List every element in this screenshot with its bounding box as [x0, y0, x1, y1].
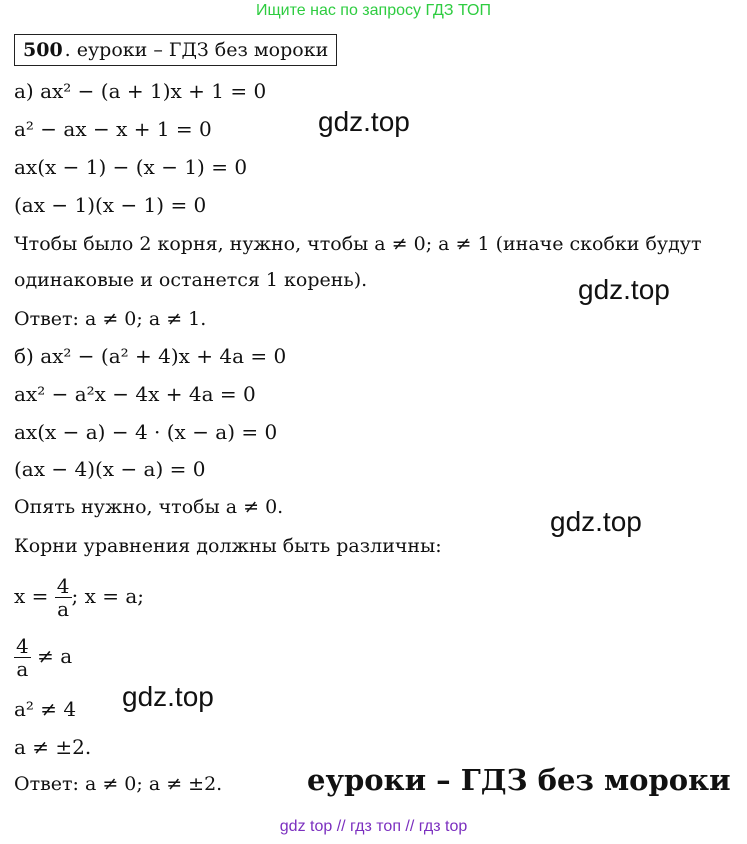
footer-links[interactable]: gdz top // гдз топ // гдз top — [279, 818, 468, 835]
watermark: gdz.top — [550, 506, 642, 537]
line-b-4: (ax − 4)(x − a) = 0 — [14, 457, 206, 481]
fraction-denominator: a — [16, 657, 29, 681]
task-title: . еуроки – ГДЗ без мороки — [64, 39, 329, 61]
task-number: 500 — [23, 39, 63, 61]
roots-line — [14, 568, 144, 624]
neq-line — [14, 628, 72, 684]
line-a-6: одинаковые и останется 1 корень). — [14, 269, 368, 291]
line-a-4: (ax − 1)(x − 1) = 0 — [14, 193, 207, 217]
roots-prefix: x = — [14, 584, 55, 608]
line-b-5: Опять нужно, чтобы a ≠ 0. — [14, 496, 284, 518]
top-banner[interactable]: Ищите нас по запросу ГДЗ ТОП — [256, 2, 491, 19]
neq-suffix: ≠ a — [30, 644, 73, 668]
line-b-6: Корни уравнения должны быть различны: — [14, 535, 442, 557]
line-b-3: ax(x − a) − 4 · (x − a) = 0 — [14, 420, 278, 444]
line-a-1: а) ax² − (a + 1)x + 1 = 0 — [14, 79, 267, 103]
bottom-brand: еуроки – ГДЗ без мороки — [307, 763, 731, 797]
roots-suffix: ; x = a; — [71, 584, 145, 608]
line-b-8: a ≠ ±2. — [14, 735, 92, 759]
answer-a: Ответ: a ≠ 0; a ≠ 1. — [14, 308, 207, 330]
task-header — [14, 34, 337, 66]
watermark: gdz.top — [578, 274, 670, 305]
line-a-3: ax(x − 1) − (x − 1) = 0 — [14, 155, 248, 179]
watermark: gdz.top — [122, 681, 214, 712]
neq-fraction — [14, 635, 31, 680]
roots-fraction — [55, 575, 72, 620]
watermark: gdz.top — [318, 106, 410, 137]
line-b-7: a² ≠ 4 — [14, 697, 77, 721]
line-a-5: Чтобы было 2 корня, нужно, чтобы a ≠ 0; a ≠ 1 (иначе скобки будут — [14, 233, 702, 255]
line-b-2: ax² − a²x − 4x + 4a = 0 — [14, 382, 256, 406]
answer-b: Ответ: a ≠ 0; a ≠ ±2. — [14, 773, 223, 795]
fraction-numerator: 4 — [16, 634, 29, 658]
fraction-denominator: a — [57, 597, 70, 621]
line-b-1: б) ax² − (a² + 4)x + 4a = 0 — [14, 344, 287, 368]
fraction-numerator: 4 — [56, 574, 70, 598]
line-a-2: a² − ax − x + 1 = 0 — [14, 117, 212, 141]
